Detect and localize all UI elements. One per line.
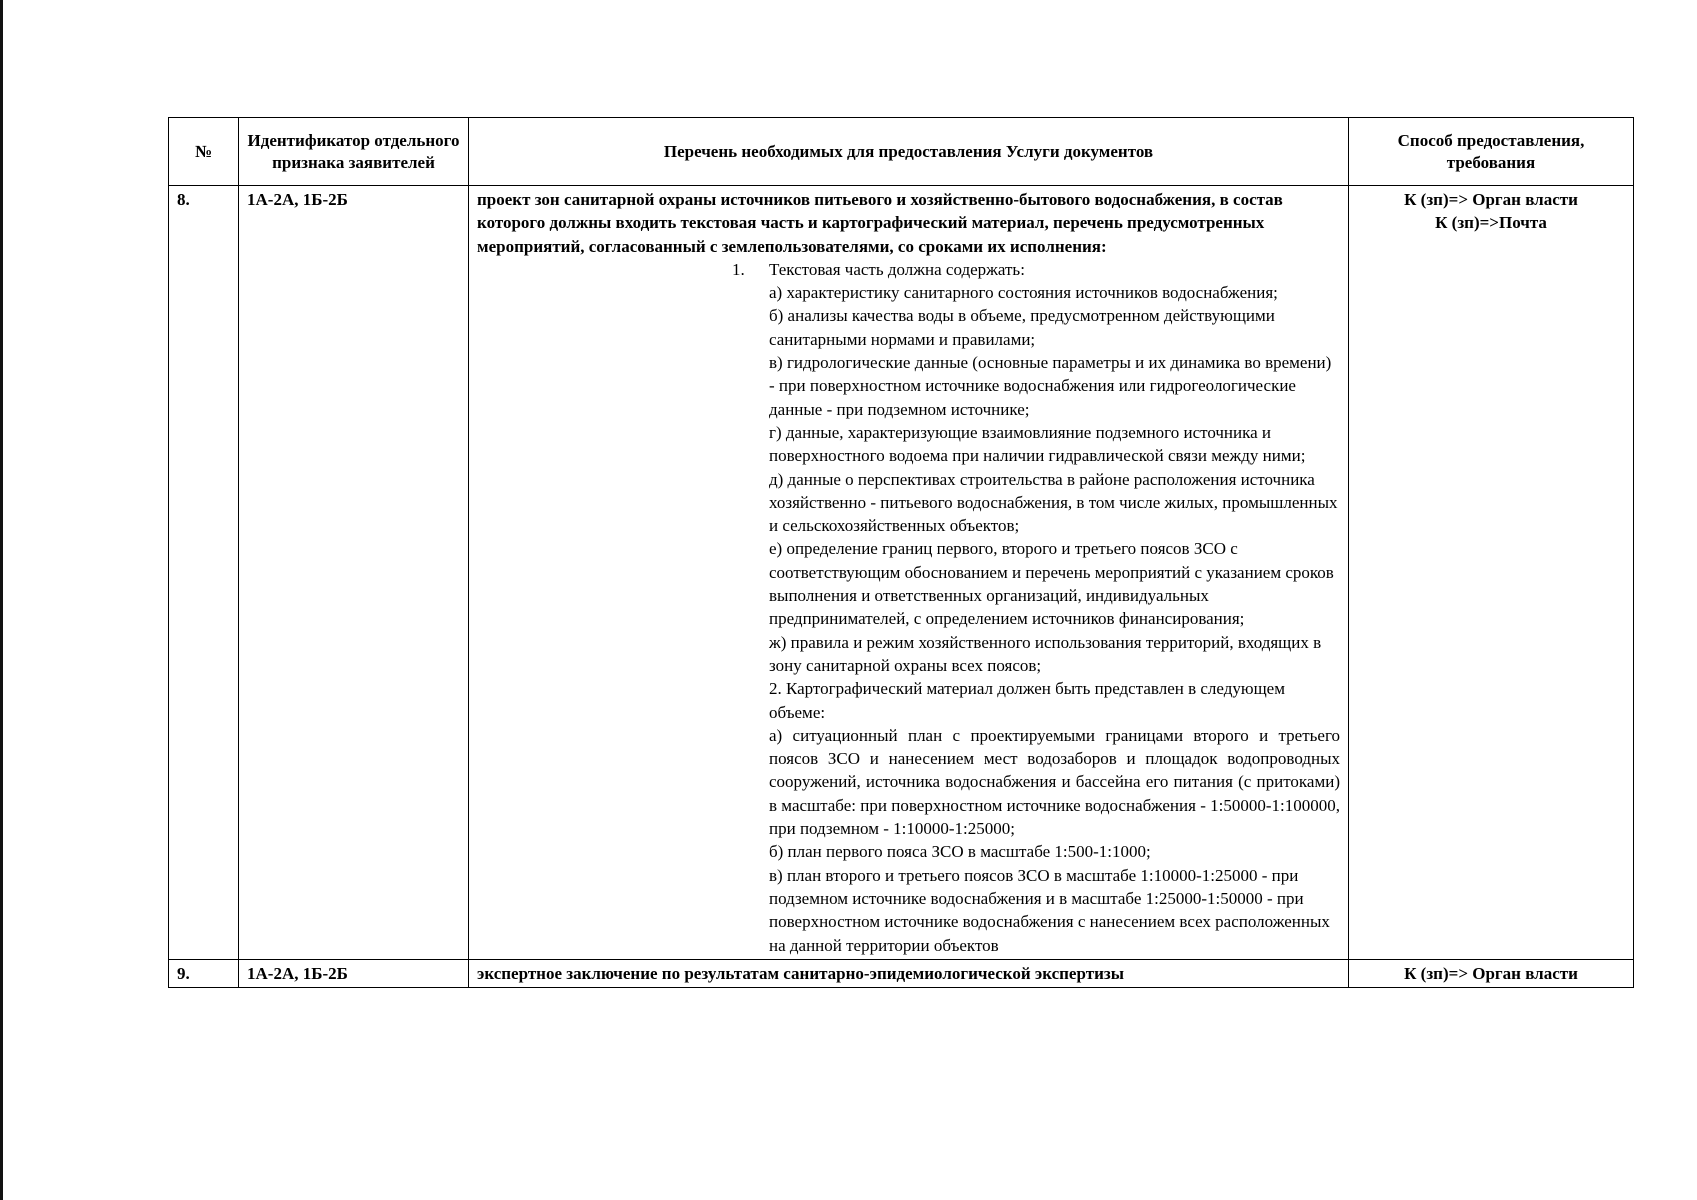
list-marker: 1. xyxy=(732,259,745,279)
row-description xyxy=(469,186,1349,960)
text-part-item-f: е) определение границ первого, второго и третьего поясов ЗСО с соответствующим обоснованием и перечень мероприятий с указанием сроков выполнения и ответственных организаций, индивидуальных предпринимателей, с определением источников финансирования; xyxy=(769,539,1334,629)
method-post: К (зп)=>Почта xyxy=(1435,213,1547,233)
row-description: экспертное заключение по результатам санитарно-эпидемиологической экспертизы xyxy=(469,959,1349,987)
text-part-item-a: а) характеристику санитарного состояния источников водоснабжения; xyxy=(769,283,1278,303)
map-part-heading: 2. Картографический материал должен быть представлен в следующем объеме: xyxy=(769,679,1285,722)
text-part-item-g: ж) правила и режим хозяйственного использования территорий, входящих в зону санитарной охраны всех поясов; xyxy=(769,632,1322,675)
text-part-heading xyxy=(732,258,1340,281)
header-documents: Перечень необходимых для предоставления Услуги документов xyxy=(469,118,1349,186)
text-part-item-e: д) данные о перспективах строительства в районе расположения источника хозяйственно - питьевого водоснабжения, в том числе жилых, промышленных и сельскохозяйственных объектов; xyxy=(769,469,1338,536)
map-part-item-c: в) план второго и третьего поясов ЗСО в масштабе 1:10000-1:25000 - при подземном источнике водоснабжения и в масштабе 1:25000-1:50000 - при поверхностном источнике водоснабжения с нанесением всех расположенных на данной территории объектов xyxy=(769,865,1330,955)
text-part-item-c: в) гидрологические данные (основные параметры и их динамика во времени) - при поверхностном источнике водоснабжения или гидрогеологические данные - при подземном источнике; xyxy=(769,353,1332,419)
table-row xyxy=(169,959,1634,987)
text-part-item-d: г) данные, характеризующие взаимовлияние подземного источника и поверхностного водоема при наличии гидравлической связи между ними; xyxy=(769,422,1306,466)
row-number: 8. xyxy=(169,186,239,960)
table-header-row xyxy=(169,118,1634,186)
documents-table xyxy=(168,117,1634,988)
scan-left-edge xyxy=(0,0,3,1200)
row-identifier: 1А-2А, 1Б-2Б xyxy=(239,186,469,960)
method-authority: К (зп)=> Орган власти xyxy=(1404,190,1578,209)
header-method: Способ предоставления, требования xyxy=(1349,118,1634,186)
row-method xyxy=(1349,186,1634,960)
row-identifier: 1А-2А, 1Б-2Б xyxy=(239,959,469,987)
row-number: 9. xyxy=(169,959,239,987)
text-part-title: Текстовая часть должна содержать: xyxy=(769,259,1025,279)
row-method: К (зп)=> Орган власти xyxy=(1349,959,1634,987)
header-identifier: Идентификатор отдельного признака заявителей xyxy=(239,118,469,186)
document-title: проект зон санитарной охраны источников питьевого и хозяйственно-бытового водоснабжения, в состав которого должны входить текстовая часть и картографический материал, перечень предусмотренных мероприятий, согласованный с землепользователями, со сроками их исполнения: xyxy=(477,190,1283,256)
text-part-item-b: б) анализы качества воды в объеме, предусмотренном действующими санитарными нормами и правилами; xyxy=(769,306,1275,349)
table-row xyxy=(169,186,1634,960)
map-part-item-a: а) ситуационный план с проектируемыми границами второго и третьего поясов ЗСО и нанесением мест водозаборов и площадок водопроводных сооружений, источника водоснабжения и бассейна его питания (с притоками) в масштабе: при поверхностном источнике водоснабжения - 1:50000-1:100000, при подземном - 1:10000-1:25000; xyxy=(769,725,1340,839)
map-part-item-b: б) план первого пояса ЗСО в масштабе 1:500-1:1000; xyxy=(769,842,1151,862)
header-number: № xyxy=(169,118,239,186)
